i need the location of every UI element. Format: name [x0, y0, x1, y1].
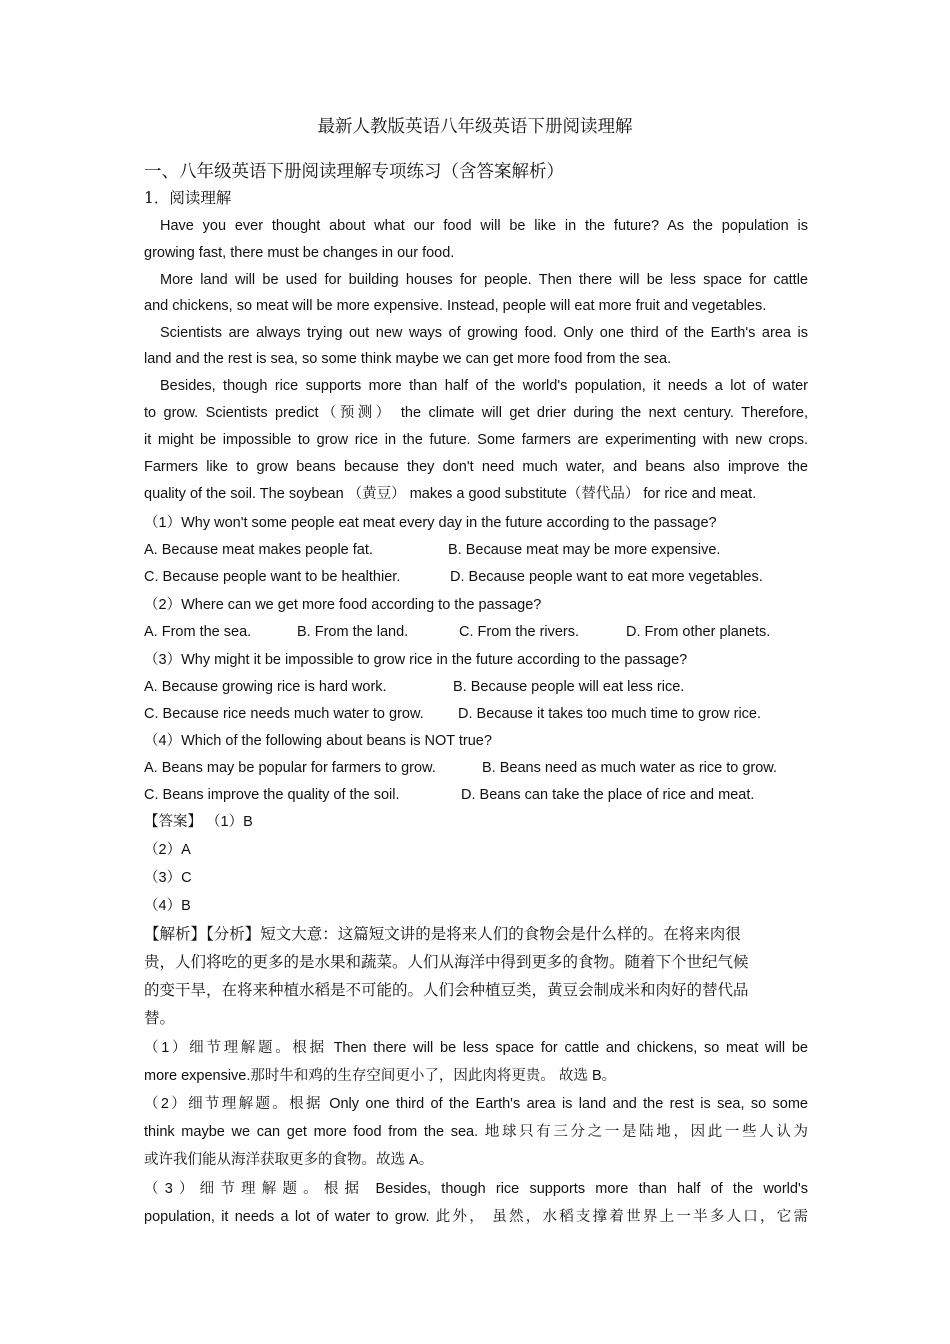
explanation-line: population, it needs a lot of water to grow. 此外， 虽然，水稻支撑着世界上一半多人口，它需	[144, 1209, 808, 1225]
question-option: B. Beans need as much water as rice to grow.	[482, 760, 777, 776]
section-heading: 一、八年级英语下册阅读理解专项练习（含答案解析）	[144, 162, 564, 182]
question-option: C. Because people want to be healthier.	[144, 569, 401, 585]
answer-line: 【答案】 （1）B	[144, 814, 253, 830]
explanation-line: 或许我们能从海洋获取更多的食物。故选 A。	[144, 1152, 434, 1168]
passage-line: to grow. Scientists predict（预测） the climate will get drier during the next century. Therefore,	[144, 405, 808, 421]
passage-line: quality of the soil. The soybean （黄豆） makes a good substitute（替代品） for rice and meat.	[144, 486, 757, 502]
question-option: A. Beans may be popular for farmers to grow.	[144, 760, 436, 776]
question-option: C. From the rivers.	[459, 624, 580, 640]
passage-line: Scientists are always trying out new ways of growing food. Only one third of the Earth's area is	[160, 325, 808, 341]
passage-line: growing fast, there must be changes in our food.	[144, 245, 455, 261]
explanation-line: think maybe we can get more food from the sea. 地球只有三分之一是陆地，因此一些人认为	[144, 1124, 808, 1140]
analysis-line: 替。	[144, 1009, 176, 1027]
question-option: D. Because it takes too much time to grow rice.	[458, 706, 762, 722]
question-option: D. Beans can take the place of rice and meat.	[461, 787, 755, 803]
passage-line: Farmers like to grow beans because they don't need much water, and beans also improve the	[144, 459, 808, 475]
question-option: A. Because meat makes people fat.	[144, 542, 373, 558]
question-stem: （1）Why won't some people eat meat every day in the future according to the passage?	[144, 515, 717, 531]
passage-line: Have you ever thought about what our food will be like in the future? As the population is	[160, 218, 808, 234]
analysis-line: 【解析】【分析】短文大意：这篇短文讲的是将来人们的食物会是什么样的。在将来肉很	[144, 925, 741, 943]
passage-line: land and the rest is sea, so some think maybe we can get more food from the sea.	[144, 351, 672, 367]
question-option: D. From other planets.	[626, 624, 771, 640]
question-stem: （4）Which of the following about beans is NOT true?	[144, 733, 492, 749]
answer-line: （3）C	[144, 870, 192, 886]
explanation-line: （2）细节理解题。根据 Only one third of the Earth's area is land and the rest is sea, so some	[144, 1096, 808, 1112]
answer-line: （4）B	[144, 898, 191, 914]
answer-line: （2）A	[144, 842, 191, 858]
explanation-line: （1）细节理解题。根据 Then there will be less space for cattle and chickens, so meat will be	[144, 1040, 808, 1056]
analysis-line: 的变干旱，在将来种植水稻是不可能的。人们会种植豆类，黄豆会制成米和肉好的替代品	[144, 981, 749, 999]
question-option: A. From the sea.	[144, 624, 252, 640]
page-title: 最新人教版英语八年级英语下册阅读理解	[317, 117, 633, 137]
passage-line: it might be impossible to grow rice in the future. Some farmers are experimenting with new crops.	[144, 432, 808, 448]
passage-line: Besides, though rice supports more than half of the world's population, it needs a lot of water	[160, 378, 808, 394]
question-option: B. Because people will eat less rice.	[453, 679, 685, 695]
question-option: D. Because people want to eat more vegetables.	[450, 569, 763, 585]
analysis-line: 贵，人们将吃的更多的是水果和蔬菜。人们从海洋中得到更多的食物。随着下个世纪气候	[144, 953, 749, 971]
explanation-line: more expensive.那时牛和鸡的生存空间更小了，因此肉将更贵。 故选 B。	[144, 1068, 617, 1084]
question-stem: （3）Why might it be impossible to grow rice in the future according to the passage?	[144, 652, 688, 668]
question-option: C. Beans improve the quality of the soil.	[144, 787, 400, 803]
explanation-line: （3）细节理解题。根据 Besides, though rice supports more than half of the world's	[144, 1181, 808, 1197]
question-option: B. From the land.	[297, 624, 409, 640]
question-option: B. Because meat may be more expensive.	[448, 542, 721, 558]
question-option: A. Because growing rice is hard work.	[144, 679, 387, 695]
question-option: C. Because rice needs much water to grow.	[144, 706, 424, 722]
item-label: 1．阅读理解	[144, 189, 232, 207]
passage-line: More land will be used for building houses for people. Then there will be less space for cattle	[160, 272, 808, 288]
question-stem: （2）Where can we get more food according to the passage?	[144, 597, 542, 613]
passage-line: and chickens, so meat will be more expensive. Instead, people will eat more fruit and vegetables.	[144, 298, 767, 314]
